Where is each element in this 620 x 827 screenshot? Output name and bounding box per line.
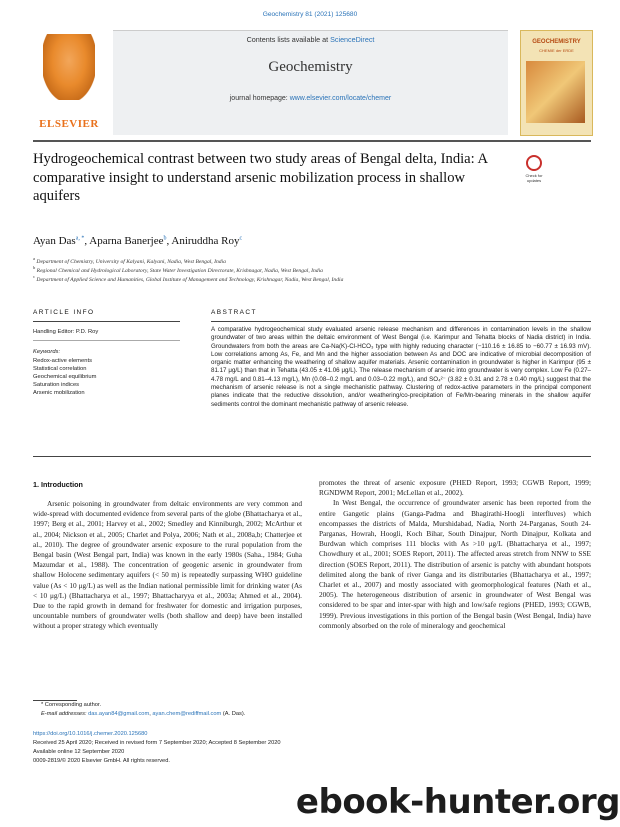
sciencedirect-link[interactable]: ScienceDirect <box>330 35 375 44</box>
keyword: Geochemical equilibrium <box>33 374 97 380</box>
keyword: Arsenic mobilization <box>33 390 85 396</box>
doi-link[interactable]: https://doi.org/10.1016/j.chemer.2020.125680 <box>33 731 148 737</box>
copyright: 0009-2819/© 2020 Elsevier GmbH. All rights reserved. <box>33 758 170 764</box>
section-heading-introduction: 1. Introduction <box>33 480 83 489</box>
abstract-heading: ABSTRACT <box>211 309 591 322</box>
check-for-updates-badge[interactable] <box>520 155 548 189</box>
cover-artwork <box>526 61 585 123</box>
affiliation <box>33 274 343 283</box>
contents-line <box>113 35 508 44</box>
publication-info <box>33 730 333 766</box>
keyword: Redox-active elements <box>33 358 92 364</box>
author-affiliation-mark[interactable]: c <box>239 235 243 242</box>
author-name[interactable]: Aparna Banerjee <box>89 235 164 247</box>
homepage-link[interactable]: www.elsevier.com/locate/chemer <box>289 95 392 102</box>
email-separator: , <box>149 711 153 717</box>
body-column-left <box>33 499 302 632</box>
abstract-divider <box>33 456 591 457</box>
keywords-list <box>33 357 180 397</box>
body-column-right <box>319 478 591 631</box>
cover-title: GEOCHEMISTRY <box>532 39 581 45</box>
author-list: Ayan Das$^{a, *}$, Aparna Banerjee$^b$, Aniruddha Roy$^c$ <box>33 235 243 247</box>
affiliation-text: Department of Applied Science and Humanities, Global Institute of Management and Technology, Krishnagar, Nadia, West Bengal, India <box>36 276 344 283</box>
article-info-heading: ARTICLE INFO <box>33 309 180 322</box>
body-paragraph: In West Bengal, the occurrence of groundwater arsenic has been reported from the entire Gangetic plains (Ganga-Padma and Bhagirathi-Hoogli interfluves) which encompasses the districts of Malda, Murshidabad, Nadia, North 24-Parganas, South 24-Parganas, Howrah, Hoogli, Koch Bihar, South Dinajpur, North Dinajpur, Kolkata and Burdwan which comprises 111 blocks with As >10 μg/L (Bhattacharya et al., 1997; Chowdhury et al., 2001; SOES Report, 2011). The affected areas stretch from NNW to SSE direction (SOES Report, 2011). The distribution of arsenic is patchy with abundant hotspots delimited along the bank of river Ganga and its distributaries (Bhattacharya et al., 1997; Charlet et al., 2007) and mostly associated with geomorphological features (Nath et al., 2005). The heterogeneous distribution of arsenic in groundwater of West Bengal was considered to be spar and inter-spar with high and low/safe regions (PHED, 1993; CGWB, 1999). Previous investigations in this portion of the Bengal basin (West Bengal, India) have commonly absorbed on the role of mineralogy and geochemical <box>319 498 591 630</box>
contents-prefix: Contents lists available at <box>246 35 331 44</box>
journal-reference[interactable]: Geochemistry 81 (2021) 125680 <box>262 11 358 18</box>
homepage-prefix: journal homepage: <box>229 95 290 102</box>
email-suffix: (A. Das). <box>221 711 246 717</box>
elsevier-logo[interactable] <box>33 30 105 134</box>
email-line <box>33 710 333 719</box>
corresponding-author-note: * Corresponding author. <box>41 702 102 708</box>
keywords-label: Keywords: <box>33 349 61 355</box>
affiliation <box>33 265 323 274</box>
available-online: Available online 12 September 2020 <box>33 749 125 755</box>
journal-masthead <box>33 30 591 134</box>
keyword: Saturation indices <box>33 382 80 388</box>
affiliation-mark: a <box>33 256 35 261</box>
publisher-logo-text: ELSEVIER <box>39 118 99 130</box>
author-name[interactable]: Ayan Das <box>33 235 76 247</box>
elsevier-tree-icon <box>43 34 95 100</box>
journal-name: Geochemistry <box>268 59 353 75</box>
masthead-divider <box>33 140 591 142</box>
email-label: E-mail addresses: <box>41 711 89 717</box>
keyword: Statistical correlation <box>33 366 87 372</box>
check-updates-label: Check for updates <box>525 173 543 183</box>
abstract-body: A comparative hydrogeochemical study evaluated arsenic release mechanism and differences in contamination levels in the shallow groundwater of two areas within the deltaic environment of West Bengal (i.e. Karimpur and Tehatta blocks of Nadia district) in India. Groundwaters from both the areas are Ca-Na(K)-Cl-HCO₃ type with highly reducing character (−110.16 ± 16.85 to −60.77 ± 16.93 mV). Low correlations among As, Fe, and Mn and the higher association between As and DOC are indicative of microbial decomposition of organic matter enhancing the weathering of shallow aquifer materials. Arsenic contamination in groundwater is higher in Karimpur (95 ± 81.17 μg/L) than that in Tehatta (43.05 ± 41.06 μg/L). The release mechanism of arsenic into groundwater is very complex. Low Fe (0.27–4.78 mg/L and 0.81–4.13 mg/L), Mn (0.08–0.2 mg/L and 0.03–0.22 mg/L), and SO₄²⁻ (3.82 ± 0.31 and 2.78 ± 0.40 mg/L) suggest that the mechanism of arsenic release is not a single mechanistic pathway. Clustering of redox-active parameters in the principal component planes indicate that the reductive dissolution, and/or weathering/co-precipitation of Fe/Mn-bearing minerals in the shallow aquifer sediments control the dominant mechanistic pathway of arsenic release. <box>211 326 591 408</box>
author-name[interactable]: Aniruddha Roy <box>171 235 240 247</box>
check-updates-icon <box>526 155 542 171</box>
affiliation-mark: c <box>33 274 35 279</box>
cover-subtitle: CHEMIE der ERDE <box>539 48 574 53</box>
journal-cover-image[interactable] <box>520 30 593 136</box>
article-title: Hydrogeochemical contrast between two study areas of Bengal delta, India: A comparative insight to understand arsenic mobilization process in shallow aquifers <box>33 151 488 204</box>
email-link[interactable]: das.ayan84@gmail.com <box>88 711 150 717</box>
affiliation-mark: b <box>33 265 36 270</box>
email-link[interactable]: ayan.chem@rediffmail.com <box>152 711 222 717</box>
watermark-text: ebook-hunter.org <box>295 782 620 822</box>
affiliation <box>33 256 226 265</box>
affiliation-text: Regional Chemical and Hydrological Laboratory, State Water Investigation Directorate, Krishnagar, Nadia, West Bengal, India <box>36 267 323 274</box>
handling-editor: Handling Editor: P.D. Roy <box>33 329 180 341</box>
footnote <box>33 701 333 719</box>
body-paragraph: Arsenic poisoning in groundwater from deltaic environments are very common and wide-spread with documented evidence from several parts of the globe (Bhattacharya et al., 1997; Berg et al., 2001; Harvey et al., 2002; Smedley and Kinniburgh, 2002; McArthur et al., 2004; Nickson et al., 2005; Charlet and Polya, 2006; Nath et al., 2008a,b; Chatterjee et al., 2010). The degree of groundwater arsenic exposure to the rural population from the Bengal basin (West Bengal part, India) was known in the early 1980s (Saha., 1984; Guha Mazumdar et al., 1988). The concentration of geogenic arsenic in groundwater from shallow Holocene sedimentary aquifers (< 50 m) is repeatedly surpassing WHO guideline value (As < 10 μg/L) as well as the Indian national permissible limit for drinking water (As < 10 μg/L) (Bhattacharya et al., 1997; Bhattacharyya et al., 2003a; Ahmed et al., 2004). Due to the rapid growth in demand for freshwater for domestic and irrigation purposes, uncountable numbers of groundwater wells (both shallow and deep) have been installed without a proper strategy which eventually <box>33 499 302 631</box>
author-affiliation-mark[interactable]: a, * <box>75 235 85 242</box>
affiliation-text: Department of Chemistry, University of Kalyani, Kalyani, Nadia, West Bengal, India <box>36 258 226 265</box>
received-dates: Received 25 April 2020; Received in revised form 7 September 2020; Accepted 8 September 2020 <box>33 740 281 746</box>
homepage-line <box>113 95 508 102</box>
masthead-banner <box>113 30 508 135</box>
author-affiliation-mark[interactable]: b <box>163 235 167 242</box>
body-paragraph: promotes the threat of arsenic exposure (PHED Report, 1993; CGWB Report, 1999; RGNDWM Report, 2001; McLellan et al., 2002). <box>319 478 591 498</box>
